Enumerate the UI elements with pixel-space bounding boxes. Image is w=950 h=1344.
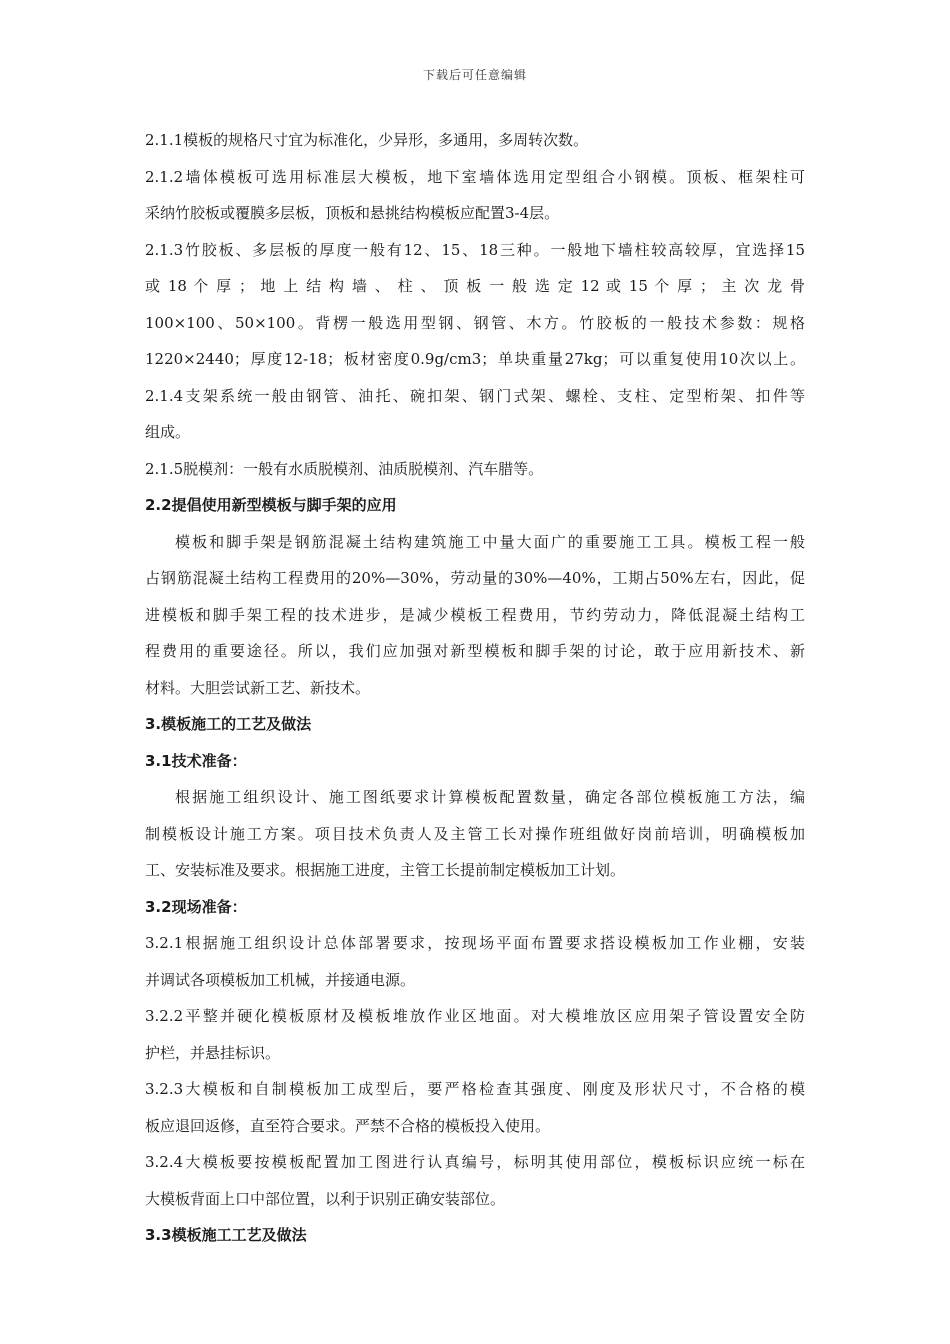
text-line: 2.1.1模板的规格尺寸宜为标准化，少异形，多通用，多周转次数。: [145, 131, 589, 149]
text-line: 或 18 个 厚 ； 地 上 结 构 墙 、 柱 、 顶 板 一 般 选 定 12 或 15 个 厚 ； 主 次 龙 骨: [145, 277, 805, 295]
document-body: [145, 122, 805, 1254]
section-heading: 3.1技术准备：: [145, 751, 247, 770]
text-line: 100×100、50×100。背楞一般选用型钢、钢管、木方。竹胶板的一般技术参数：规格: [145, 313, 805, 332]
text-line: 3.2.1根据施工组织设计总体部署要求，按现场平面布置要求搭设模板加工作业棚，安装: [145, 934, 805, 952]
text-line: 板应退回返修，直至符合要求。严禁不合格的模板投入使用。: [145, 1116, 551, 1135]
text-line: 护栏，并悬挂标识。: [145, 1043, 281, 1062]
text-line: 并调试各项模板加工机械，并接通电源。: [145, 970, 416, 989]
section-heading: 3.3模板施工工艺及做法: [145, 1226, 307, 1244]
text-line: 工、安装标准及要求。根据施工进度，主管工长提前制定模板加工计划。: [145, 861, 626, 879]
text-line: 组成。: [145, 423, 191, 441]
section-heading: 3.模板施工的工艺及做法: [145, 715, 312, 733]
text-line: 根据施工组织设计、施工图纸要求计算模板配置数量，确定各部位模板施工方法，编: [175, 788, 805, 806]
text-line: 材料。大胆尝试新工艺、新技术。: [145, 678, 371, 697]
text-line: 大模板背面上口中部位置，以利于识别正确安装部位。: [145, 1189, 506, 1208]
section-heading: 2.2提倡使用新型模板与脚手架的应用: [145, 496, 397, 514]
text-line: 采纳竹胶板或覆膜多层板，顶板和悬挑结构模板应配置3-4层。: [145, 204, 560, 222]
text-line: 3.2.3大模板和自制模板加工成型后，要严格检查其强度、刚度及形状尺寸，不合格的模: [145, 1080, 805, 1098]
text-line: 进模板和脚手架工程的技术进步，是减少模板工程费用，节约劳动力，降低混凝土结构工: [145, 605, 805, 624]
section-heading: 3.2现场准备：: [145, 897, 247, 916]
page-header: 下载后可任意编辑: [422, 68, 527, 82]
text-line: 1220×2440；厚度12-18；板材密度0.9g/cm3；单块重量27kg；可以重复使用10次以上。: [145, 350, 805, 368]
text-line: 制模板设计施工方案。项目技术负责人及主管工长对操作班组做好岗前培训，明确模板加: [145, 824, 805, 843]
text-line: 程费用的重要途径。所以，我们应加强对新型模板和脚手架的讨论，敢于应用新技术、新: [145, 642, 805, 660]
text-line: 3.2.4大模板要按模板配置加工图进行认真编号，标明其使用部位，模板标识应统一标在: [145, 1153, 805, 1171]
text-line: 2.1.5脱模剂：一般有水质脱模剂、油质脱模剂、汽车腊等。: [145, 459, 544, 478]
text-line: 占钢筋混凝土结构工程费用的20%—30%，劳动量的30%—40%，工期占50%左右，因此，促: [145, 569, 805, 587]
text-line: 2.1.4支架系统一般由钢管、油托、碗扣架、钢门式架、螺栓、支柱、定型桁架、扣件等: [145, 386, 805, 405]
text-line: 2.1.2墙体模板可选用标准层大模板，地下室墙体选用定型组合小钢模。顶板、框架柱可: [145, 167, 805, 186]
text-line: 3.2.2平整并硬化模板原材及模板堆放作业区地面。对大模堆放区应用架子管设置安全防: [145, 1007, 805, 1025]
text-line: 模板和脚手架是钢筋混凝土结构建筑施工中量大面广的重要施工工具。模板工程一般: [175, 532, 805, 551]
text-line: 2.1.3竹胶板、多层板的厚度一般有12、15、18三种。一般地下墙柱较高较厚，宜选择15: [145, 240, 805, 259]
